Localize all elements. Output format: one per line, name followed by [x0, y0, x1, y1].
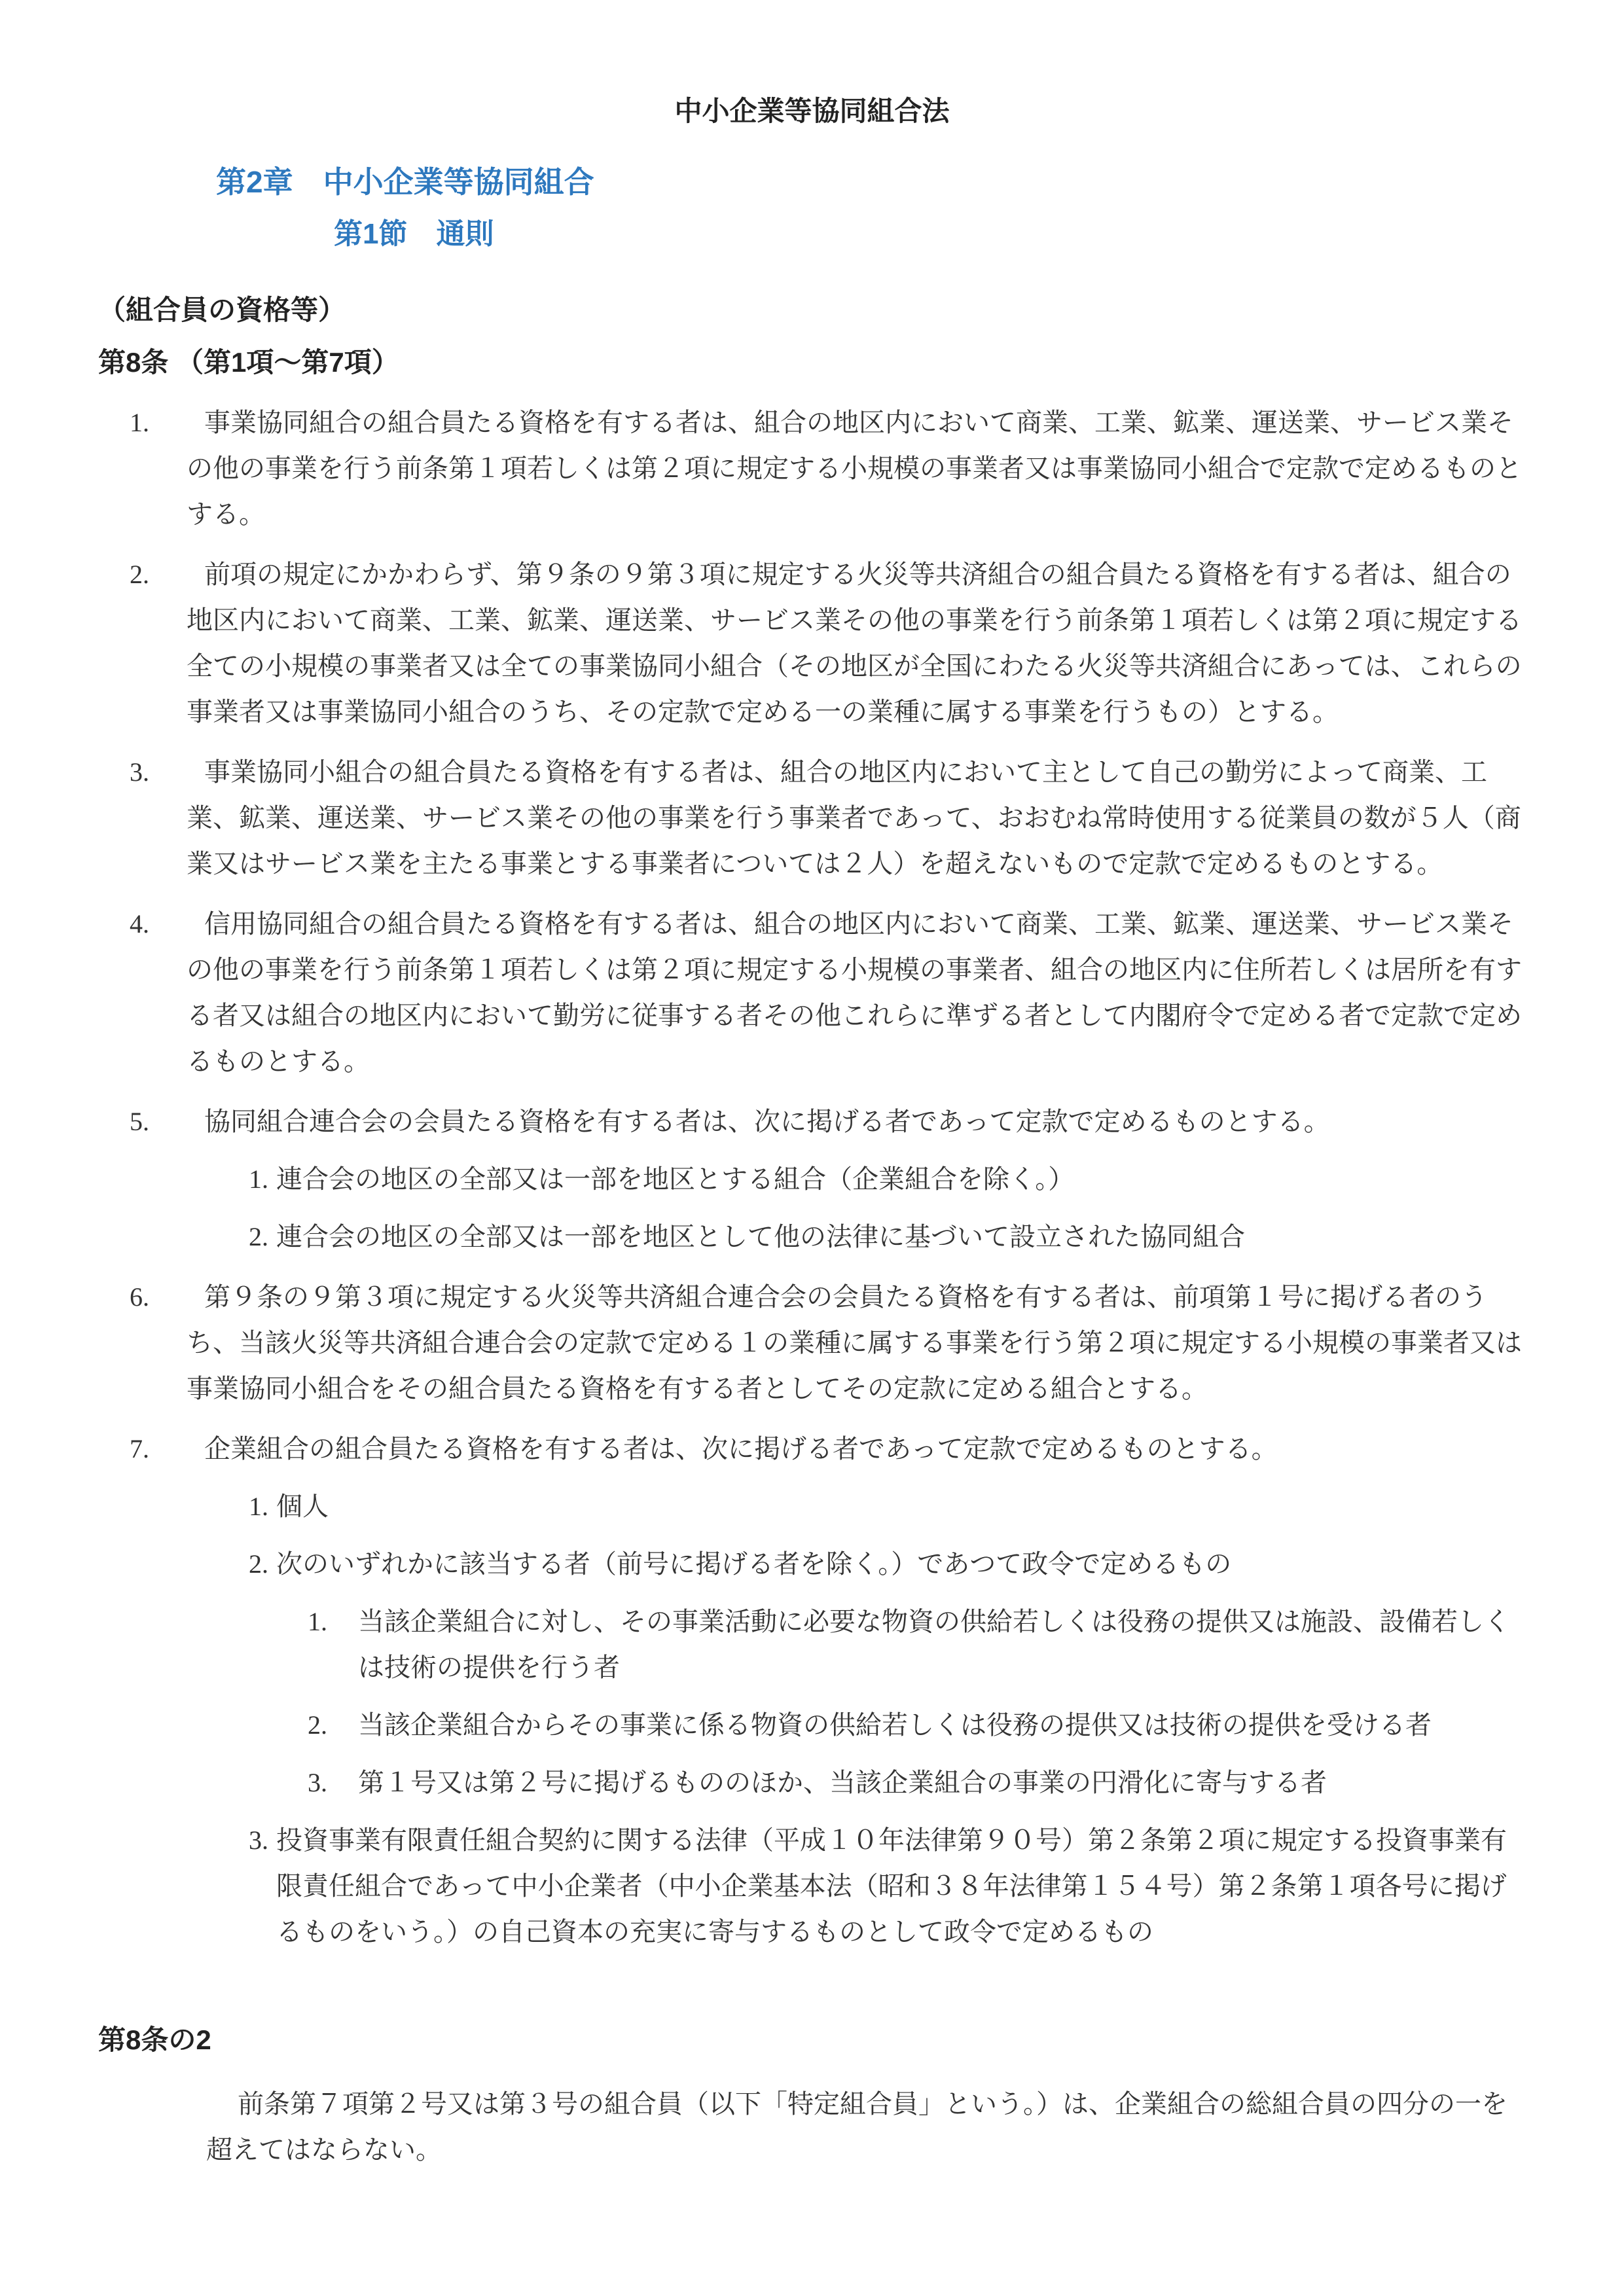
- paragraph-number: 1.: [249, 1492, 268, 1521]
- paragraph-number: 3.: [130, 757, 149, 787]
- paragraph-text: 次のいずれかに該当する者（前号に掲げる者を除く。）であつて政令で定めるもの: [276, 1550, 1232, 1579]
- paragraph-item-level1: [98, 400, 1526, 537]
- paragraph-text: 事業協同小組合の組合員たる資格を有する者は、組合の地区内において主として自己の勤労によって商業、工業、鉱業、運送業、サービス業その他の事業を行う事業者であって、おおむね常時使用する従業員の数が５人（商業又はサービス業を主たる事業とする事業者については２人）を超えないもので定款で定めるものとする。: [187, 758, 1521, 878]
- article8-paragraph-list: [98, 400, 1526, 1955]
- paragraph-item-level3: [302, 1702, 1526, 1748]
- paragraph-number: 2.: [249, 1222, 268, 1251]
- paragraph-text-block: [187, 1274, 1526, 1412]
- article8-heading: 第8条 （第1項〜第7項）: [98, 347, 399, 378]
- paragraph-text-block: [187, 1099, 1526, 1260]
- paragraph-item-level1: [98, 552, 1526, 735]
- paragraph-text: 個人: [276, 1492, 329, 1521]
- paragraph-number: 2.: [249, 1549, 268, 1579]
- paragraph-item-level3: [302, 1760, 1526, 1806]
- paragraph-text: 当該企業組合に対し、その事業活動に必要な物資の供給若しくは役務の提供又は施設、設備若しくは技術の提供を行う者: [358, 1607, 1510, 1682]
- paragraph-text: 信用協同組合の組合員たる資格を有する者は、組合の地区内において商業、工業、鉱業、運送業、サービス業その他の事業を行う前条第１項若しくは第２項に規定する小規模の事業者、組合の地区内に住所若しくは居所を有する者又は組合の地区内において勤労に従事する者その他これらに準ずる者として内閣府令で定める者で定款で定めるものとする。: [187, 910, 1522, 1076]
- paragraph-number: 6.: [130, 1282, 149, 1312]
- paragraph-text: 企業組合の組合員たる資格を有する者は、次に掲げる者であって定款で定めるものとする。: [204, 1435, 1278, 1463]
- paragraph-number: 2.: [130, 560, 149, 589]
- paragraph-item-level1: [98, 749, 1526, 887]
- paragraph-text: 当該企業組合からその事業に係る物資の供給若しくは役務の提供又は技術の提供を受ける者: [358, 1711, 1432, 1740]
- paragraph-item-level1: [98, 901, 1526, 1085]
- paragraph-text-block: [187, 901, 1526, 1085]
- paragraph-text-block: [187, 400, 1526, 537]
- paragraph-number: 1.: [249, 1164, 268, 1194]
- paragraph-text-block: [187, 749, 1526, 887]
- paragraph-item-level2: [249, 1484, 1526, 1530]
- paragraph-item-level2: [249, 1541, 1526, 1806]
- paragraph-number: 1.: [130, 408, 149, 437]
- paragraph-number: 7.: [130, 1434, 149, 1463]
- paragraph-text-block: [276, 1818, 1526, 1955]
- paragraph-text: 連合会の地区の全部又は一部を地区とする組合（企業組合を除く。）: [276, 1165, 1075, 1194]
- paragraph-text: 事業協同組合の組合員たる資格を有する者は、組合の地区内において商業、工業、鉱業、運送業、サービス業その他の事業を行う前条第１項若しくは第２項に規定する小規模の事業者又は事業協同小組合で定款で定めるものとする。: [187, 408, 1522, 529]
- paragraph-text-block: [358, 1702, 1526, 1748]
- paragraph-text-block: [187, 552, 1526, 735]
- paragraph-text: 協同組合連合会の会員たる資格を有する者は、次に掲げる者であって定款で定めるものとする。: [204, 1107, 1330, 1136]
- paragraph-number: 3.: [308, 1768, 327, 1797]
- paragraph-text: 投資事業有限責任組合契約に関する法律（平成１０年法律第９０号）第２条第２項に規定する投資事業有限責任組合であって中小企業者（中小企業基本法（昭和３８年法律第１５４号）第２条第１項各号に掲げるものをいう。）の自己資本の充実に寄与するものとして政令で定めるもの: [276, 1826, 1507, 1946]
- paragraph-item-level1: [98, 1099, 1526, 1260]
- paragraph-text: 第１号又は第２号に掲げるもののほか、当該企業組合の事業の円滑化に寄与する者: [358, 1768, 1327, 1797]
- paragraph-number: 5.: [130, 1107, 149, 1136]
- paragraph-text-block: [276, 1157, 1526, 1202]
- paragraph-text-block: [187, 1426, 1526, 1955]
- paragraph-text-block: [358, 1760, 1526, 1806]
- paragraph-number: 4.: [130, 909, 149, 939]
- paragraph-text-block: [358, 1599, 1526, 1691]
- paragraph-text-block: [276, 1484, 1526, 1530]
- article-caption: （組合員の資格等）: [98, 295, 346, 325]
- chapter-heading: 第2章 中小企業等協同組合: [216, 165, 594, 199]
- paragraph-text-block: [276, 1214, 1526, 1260]
- paragraph-item-level1: [98, 1426, 1526, 1955]
- paragraph-item-level2: [249, 1818, 1526, 1955]
- paragraph-text: 連合会の地区の全部又は一部を地区として他の法律に基づいて設立された協同組合: [276, 1223, 1245, 1251]
- paragraph-item-level1: [98, 1274, 1526, 1412]
- paragraph-number: 1.: [308, 1607, 327, 1636]
- document-title: 中小企業等協同組合法: [674, 96, 950, 126]
- paragraph-item-level2: [249, 1214, 1526, 1260]
- paragraph-number: 3.: [249, 1825, 268, 1855]
- paragraph-text-block: [276, 1541, 1526, 1806]
- section-heading: 第1節 通則: [334, 218, 494, 250]
- paragraph-item-level2: [249, 1157, 1526, 1202]
- paragraph-text: 前項の規定にかかわらず、第９条の９第３項に規定する火災等共済組合の組合員たる資格を有する者は、組合の地区内において商業、工業、鉱業、運送業、サービス業その他の事業を行う前条第１項若しくは第２項に規定する全ての小規模の事業者又は全ての事業協同小組合（その地区が全国にわたる火災等共済組合にあっては、これらの事業者又は事業協同小組合のうち、その定款で定める一の業種に属する事業を行うもの）とする。: [187, 560, 1522, 726]
- paragraph-item-level3: [302, 1599, 1526, 1691]
- article8-2-body: 前条第７項第２号又は第３号の組合員（以下「特定組合員」という。）は、企業組合の総組合員の四分の一を超えてはならない。: [206, 2090, 1507, 2164]
- paragraph-text: 第９条の９第３項に規定する火災等共済組合連合会の会員たる資格を有する者は、前項第１号に掲げる者のうち、当該火災等共済組合連合会の定款で定める１の業種に属する事業を行う第２項に規定する小規模の事業者又は事業協同小組合をその組合員たる資格を有する者としてその定款に定める組合とする。: [187, 1283, 1522, 1403]
- paragraph-number: 2.: [308, 1710, 327, 1740]
- article8-2-heading: 第8条の2: [98, 2024, 211, 2055]
